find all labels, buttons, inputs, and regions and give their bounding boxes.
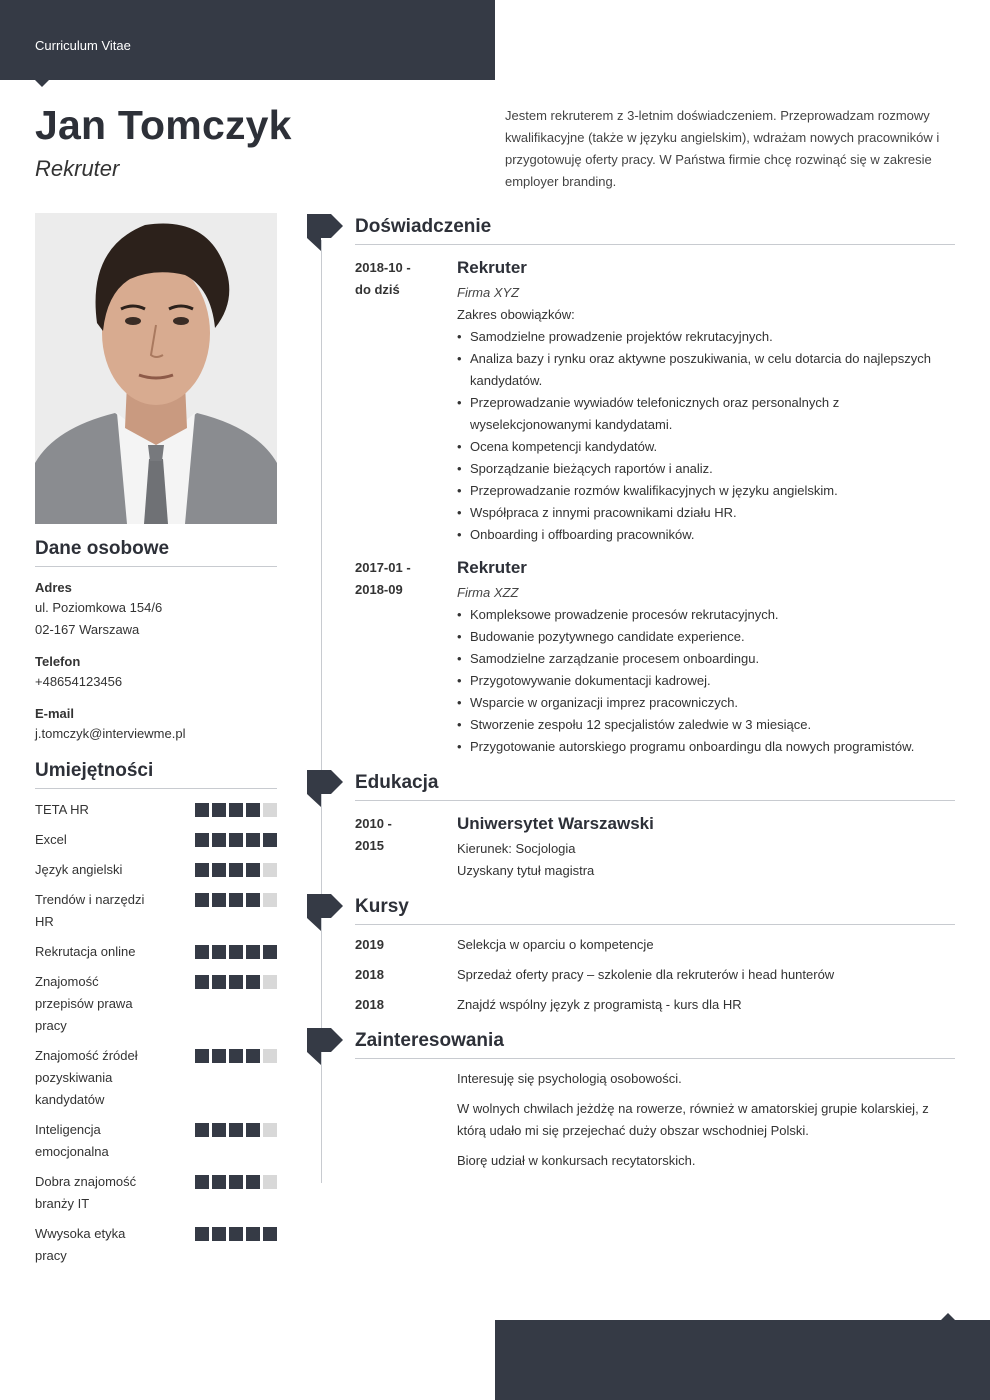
skill-dot-filled — [263, 833, 277, 847]
job-body — [457, 557, 955, 758]
job-date — [355, 557, 445, 601]
skill-dot-empty — [263, 893, 277, 907]
course-year: 2018 — [355, 967, 384, 982]
duty-item: • Stworzenie zespołu 12 specjalistów zaledwie w 3 miesiące. — [457, 714, 955, 736]
duty-item: • Wsparcie w organizacji imprez pracowniczych. — [457, 692, 955, 714]
candidate-name: Jan Tomczyk — [35, 102, 292, 148]
skill-dot-empty — [263, 863, 277, 877]
job-date-start: 2017-01 - — [355, 560, 411, 575]
duty-item: • Współpraca z innymi pracownikami działu HR. — [457, 502, 955, 524]
skill-dot-empty — [263, 803, 277, 817]
skill-row — [35, 889, 277, 933]
duty-item: • Przeprowadzanie wywiadów telefonicznych oraz personalnych z wyselekcjonowanymi kandydatami. — [457, 392, 955, 436]
skill-level-meter — [195, 1171, 277, 1189]
skill-dot-filled — [195, 1175, 209, 1189]
skill-dot-filled — [212, 1175, 226, 1189]
skill-name: Język angielski — [35, 862, 123, 877]
duty-item: • Przeprowadzanie rozmów kwalifikacyjnych w języku angielskim. — [457, 480, 955, 502]
skill-dot-filled — [212, 945, 226, 959]
skill-dot-filled — [246, 1175, 260, 1189]
duty-item: • Przygotowywanie dokumentacji kadrowej. — [457, 670, 955, 692]
course-year: 2018 — [355, 997, 384, 1012]
skill-dot-filled — [212, 863, 226, 877]
phone-value: +48654123456 — [35, 674, 123, 689]
skill-dot-filled — [195, 1227, 209, 1241]
skill-name: Wwysoka etyka pracy — [35, 1226, 126, 1263]
skill-dot-filled — [229, 893, 243, 907]
skill-row — [35, 799, 277, 821]
job-date — [355, 257, 445, 301]
education-date — [355, 813, 445, 857]
skill-dot-filled — [246, 863, 260, 877]
skill-dot-filled — [195, 945, 209, 959]
skill-dot-filled — [229, 975, 243, 989]
skill-dot-filled — [246, 893, 260, 907]
job-date-end: do dziś — [355, 282, 400, 297]
personal-data-heading: Dane osobowe — [35, 538, 277, 567]
skill-row — [35, 859, 277, 881]
skill-dot-filled — [212, 975, 226, 989]
skill-dot-filled — [212, 1227, 226, 1241]
phone-label: Telefon — [35, 654, 81, 669]
skill-dot-filled — [229, 1123, 243, 1137]
skill-row — [35, 1045, 277, 1111]
address-label: Adres — [35, 580, 72, 595]
skill-name: Znajomość przepisów prawa pracy — [35, 974, 133, 1033]
skill-dot-filled — [212, 893, 226, 907]
job-body — [457, 257, 955, 546]
skill-dot-filled — [229, 863, 243, 877]
skill-dot-filled — [195, 1123, 209, 1137]
skill-dot-empty — [263, 1123, 277, 1137]
skill-dot-filled — [212, 803, 226, 817]
skill-name: Dobra znajomość branży IT — [35, 1174, 137, 1211]
skill-name: Trendów i narzędzi HR — [35, 892, 145, 929]
education-body — [457, 813, 955, 882]
footer-notch — [941, 1313, 955, 1320]
skill-dot-filled — [229, 1049, 243, 1063]
interest-item: W wolnych chwilach jeżdżę na rowerze, również w amatorskiej grupie kolarskiej, z którą udało mi się przejechać duży obszar wschodniej Polski. — [457, 1101, 929, 1138]
course-name: Selekcja w oparciu o kompetencje — [457, 937, 654, 952]
duty-item: • Samodzielne prowadzenie projektów rekrutacyjnych. — [457, 326, 955, 348]
job-title: Rekruter — [457, 258, 527, 277]
skill-level-meter — [195, 829, 277, 847]
skill-row — [35, 971, 277, 1037]
education-heading: Edukacja — [355, 772, 955, 801]
skill-dot-filled — [246, 833, 260, 847]
skill-dot-filled — [195, 1049, 209, 1063]
skill-dot-empty — [263, 1049, 277, 1063]
skill-dot-filled — [246, 803, 260, 817]
address-line1: ul. Poziomkowa 154/6 — [35, 600, 163, 615]
duty-item: • Onboarding i offboarding pracowników. — [457, 524, 955, 546]
interests-flag-icon — [307, 1028, 343, 1065]
skill-dot-filled — [246, 975, 260, 989]
skill-dot-filled — [212, 1123, 226, 1137]
job-title: Rekruter — [457, 558, 527, 577]
portrait-illustration — [35, 213, 277, 524]
email-value: j.tomczyk@interviewme.pl — [35, 726, 186, 741]
duty-item: • Samodzielne zarządzanie procesem onboardingu. — [457, 648, 955, 670]
skills-heading: Umiejętności — [35, 760, 277, 789]
skill-level-meter — [195, 1119, 277, 1137]
skill-dot-filled — [246, 1227, 260, 1241]
skill-level-meter — [195, 1045, 277, 1063]
skill-dot-filled — [229, 833, 243, 847]
duty-item: • Analiza bazy i rynku oraz aktywne poszukiwania, w celu dotarcia do najlepszych kandydatów. — [457, 348, 955, 392]
skill-dot-filled — [195, 863, 209, 877]
cv-label: Curriculum Vitae — [35, 38, 131, 53]
footer-bar — [495, 1320, 990, 1400]
skill-dot-filled — [246, 1123, 260, 1137]
skill-dot-filled — [246, 1049, 260, 1063]
education-date-end: 2015 — [355, 838, 384, 853]
skill-name: Excel — [35, 832, 67, 847]
school-name: Uniwersytet Warszawski — [457, 814, 654, 833]
skill-dot-filled — [246, 945, 260, 959]
profile-photo — [35, 213, 277, 524]
skill-dot-filled — [195, 833, 209, 847]
education-flag-icon — [307, 770, 343, 807]
skill-level-meter — [195, 971, 277, 989]
skill-level-meter — [195, 859, 277, 877]
skill-dot-filled — [195, 803, 209, 817]
job-duties-list — [457, 326, 955, 546]
skill-level-meter — [195, 889, 277, 907]
skill-dot-filled — [229, 1175, 243, 1189]
skill-row — [35, 1171, 277, 1215]
duty-item: • Sporządzanie bieżących raportów i analiz. — [457, 458, 955, 480]
courses-heading: Kursy — [355, 896, 955, 925]
duty-item: • Kompleksowe prowadzenie procesów rekrutacyjnych. — [457, 604, 955, 626]
job-duties-list — [457, 604, 955, 758]
summary-text: Jestem rekruterem z 3-letnim doświadczeniem. Przeprowadzam rozmowy kwalifikacyjne (także w języku angielskim), wdrażam nowych pracowników i przygotowuję oferty pracy. W Państwa firmie chcę rozwinąć się w zakresie employer branding. — [505, 108, 940, 189]
skill-name: TETA HR — [35, 802, 89, 817]
duty-item: • Budowanie pozytywnego candidate experience. — [457, 626, 955, 648]
skill-dot-filled — [229, 803, 243, 817]
skill-row — [35, 1223, 277, 1267]
skill-name: Inteligencja emocjonalna — [35, 1122, 109, 1159]
header-notch — [35, 80, 49, 87]
email-label: E-mail — [35, 706, 75, 721]
skill-dot-filled — [263, 945, 277, 959]
header-bar — [0, 0, 495, 80]
experience-flag-icon — [307, 214, 343, 251]
education-field: Kierunek: Socjologia — [457, 841, 576, 856]
skills-list — [35, 799, 277, 1267]
course-year: 2019 — [355, 937, 384, 952]
courses-flag-icon — [307, 894, 343, 931]
duty-item: • Ocena kompetencji kandydatów. — [457, 436, 955, 458]
personal-data-section — [35, 538, 277, 745]
address-line2: 02-167 Warszawa — [35, 622, 140, 637]
skill-dot-empty — [263, 975, 277, 989]
skill-dot-filled — [195, 975, 209, 989]
course-name: Sprzedaż oferty pracy – szkolenie dla rekruterów i head hunterów — [457, 967, 835, 982]
course-name: Znajdź wspólny język z programistą - kurs dla HR — [457, 997, 742, 1012]
skill-dot-filled — [212, 1049, 226, 1063]
duty-item: • Przygotowanie autorskiego programu onboardingu dla nowych programistów. — [457, 736, 955, 758]
skills-section — [35, 760, 277, 1267]
candidate-role: Rekruter — [35, 156, 120, 181]
skill-dot-filled — [195, 893, 209, 907]
skill-row — [35, 829, 277, 851]
skill-level-meter — [195, 1223, 277, 1241]
skill-row — [35, 1119, 277, 1163]
job-company: Firma XZZ — [457, 585, 519, 600]
skill-row — [35, 941, 277, 963]
skill-name: Rekrutacja online — [35, 944, 136, 959]
skill-dot-filled — [229, 945, 243, 959]
interests-heading: Zainteresowania — [355, 1030, 955, 1059]
job-intro: Zakres obowiązków: — [457, 307, 575, 322]
skill-dot-filled — [212, 833, 226, 847]
job-company: Firma XYZ — [457, 285, 520, 300]
interest-item: Interesuję się psychologią osobowości. — [457, 1071, 682, 1086]
job-date-start: 2018-10 - — [355, 260, 411, 275]
experience-heading: Doświadczenie — [355, 216, 955, 245]
skill-dot-filled — [229, 1227, 243, 1241]
skill-dot-filled — [263, 1227, 277, 1241]
education-degree: Uzyskany tytuł magistra — [457, 863, 595, 878]
skill-level-meter — [195, 941, 277, 959]
education-date-start: 2010 - — [355, 816, 392, 831]
job-date-end: 2018-09 — [355, 582, 403, 597]
skill-level-meter — [195, 799, 277, 817]
skill-name: Znajomość źródeł pozyskiwania kandydatów — [35, 1048, 138, 1107]
skill-dot-empty — [263, 1175, 277, 1189]
interest-item: Biorę udział w konkursach recytatorskich. — [457, 1153, 696, 1168]
